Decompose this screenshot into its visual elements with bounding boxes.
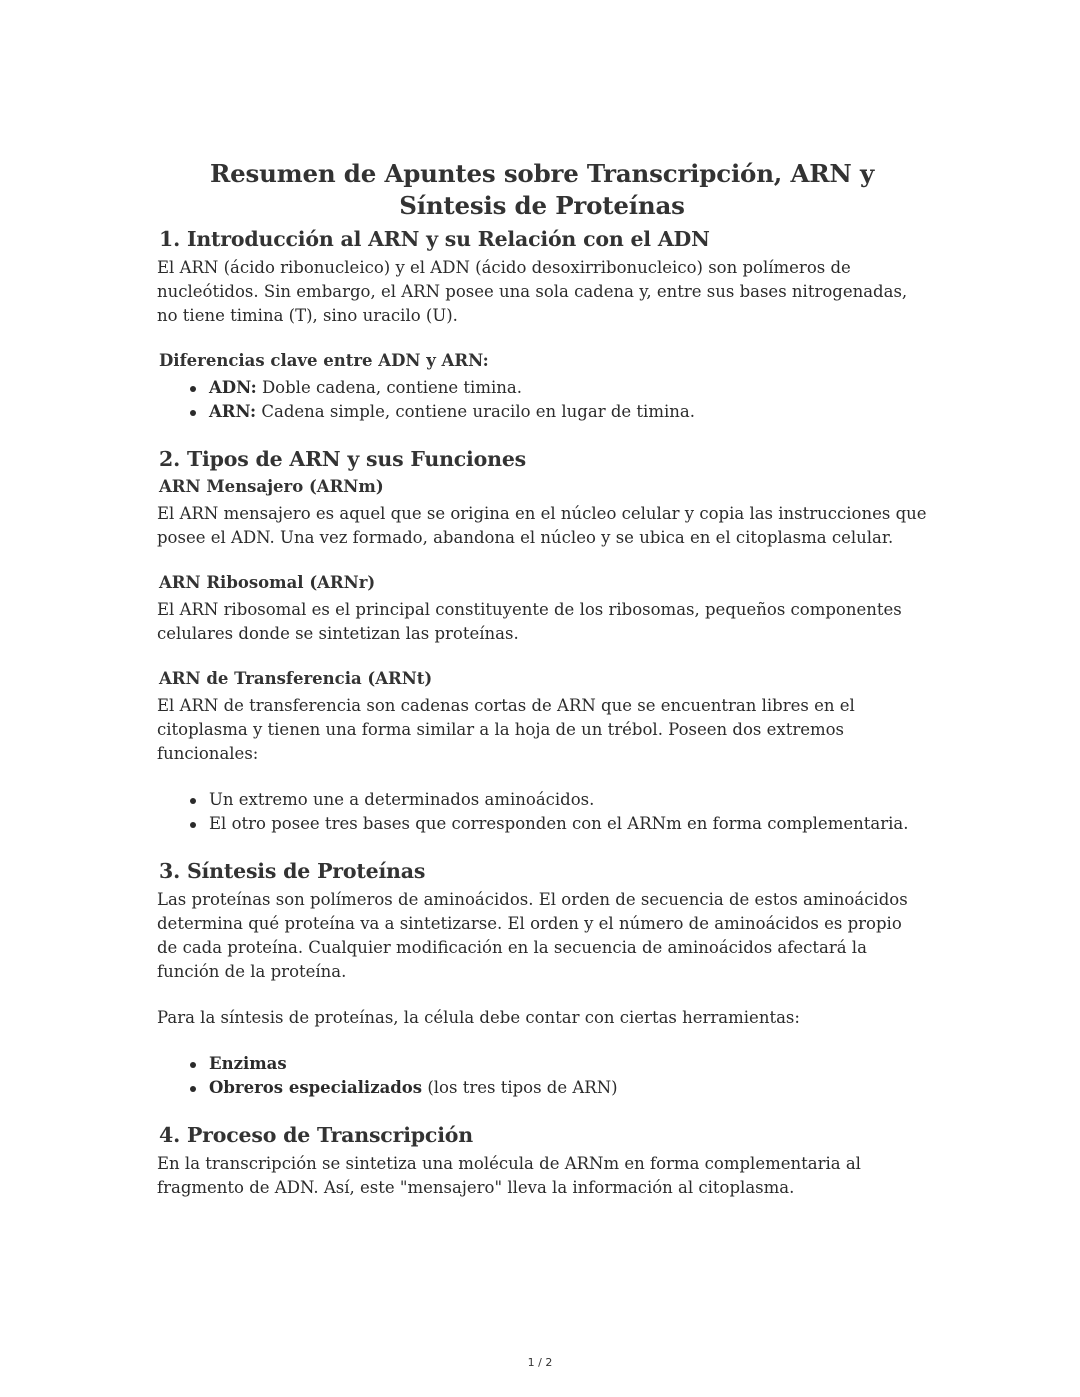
transcription-paragraph: En la transcripción se sintetiza una molécula de ARNm en forma complementaria al fragmento de ADN. Así, este "mensajero" lleva la información al citoplasma. bbox=[157, 1154, 861, 1197]
arnr-paragraph: El ARN ribosomal es el principal constituyente de los ribosomas, pequeños componentes celulares donde se sintetizan las proteínas. bbox=[157, 600, 902, 643]
tools-list bbox=[157, 1052, 927, 1100]
section-heading-transcription: 4. Proceso de Transcripción bbox=[159, 1123, 473, 1147]
list-item-term: ARN: bbox=[209, 402, 257, 421]
arnm-paragraph: El ARN mensajero es aquel que se origina en el núcleo celular y copia las instrucciones que posee el ADN. Una vez formado, abandona el núcleo y se ubica en el citoplasma celular. bbox=[157, 504, 927, 547]
list-item bbox=[209, 1076, 927, 1100]
list-item: Un extremo une a determinados aminoácidos. bbox=[209, 788, 927, 812]
section-heading-intro: 1. Introducción al ARN y su Relación con el ADN bbox=[159, 227, 710, 251]
list-item: El otro posee tres bases que corresponden con el ARNm en forma complementaria. bbox=[209, 812, 927, 836]
section-heading-rna-types: 2. Tipos de ARN y sus Funciones bbox=[159, 447, 527, 471]
arnr-heading: ARN Ribosomal (ARNr) bbox=[159, 573, 376, 592]
list-item bbox=[209, 1052, 927, 1076]
page-number: 1 / 2 bbox=[527, 1356, 553, 1369]
arnt-extremes-list bbox=[157, 788, 927, 836]
list-item-term: ADN: bbox=[209, 378, 257, 397]
list-item-text: Cadena simple, contiene uracilo en lugar de timina. bbox=[256, 402, 695, 421]
differences-list bbox=[157, 376, 927, 424]
list-item-text: Doble cadena, contiene timina. bbox=[256, 378, 522, 397]
differences-heading: Diferencias clave entre ADN y ARN: bbox=[159, 351, 489, 370]
protein-synthesis-paragraph: Las proteínas son polímeros de aminoácidos. El orden de secuencia de estos aminoácidos determina qué proteína va a sintetizarse. El orden y el número de aminoácidos es propio de cada proteína. Cualquier modificación en la secuencia de aminoácidos afectará la función de la proteína. bbox=[157, 890, 908, 981]
list-item-text: (los tres tipos de ARN) bbox=[422, 1078, 618, 1097]
intro-paragraph: El ARN (ácido ribonucleico) y el ADN (ácido desoxirribonucleico) son polímeros de nucleótidos. Sin embargo, el ARN posee una sola cadena y, entre sus bases nitrogenadas, no tiene timina (T), sino uracilo (U). bbox=[157, 258, 908, 325]
arnt-paragraph: El ARN de transferencia son cadenas cortas de ARN que se encuentran libres en el citoplasma y tienen una forma similar a la hoja de un trébol. Poseen dos extremos funcionales: bbox=[157, 696, 855, 763]
document-title: Resumen de Apuntes sobre Transcripción, ARN y Síntesis de Proteínas bbox=[209, 159, 874, 220]
list-item-term: Enzimas bbox=[209, 1054, 287, 1073]
list-item bbox=[209, 400, 927, 424]
list-item bbox=[209, 376, 927, 400]
document-page bbox=[157, 158, 927, 1222]
arnm-heading: ARN Mensajero (ARNm) bbox=[159, 477, 384, 496]
section-heading-protein-synthesis: 3. Síntesis de Proteínas bbox=[159, 859, 426, 883]
list-item-term: Obreros especializados bbox=[209, 1078, 423, 1097]
arnt-heading: ARN de Transferencia (ARNt) bbox=[159, 669, 433, 688]
tools-paragraph: Para la síntesis de proteínas, la célula debe contar con ciertas herramientas: bbox=[157, 1008, 800, 1027]
